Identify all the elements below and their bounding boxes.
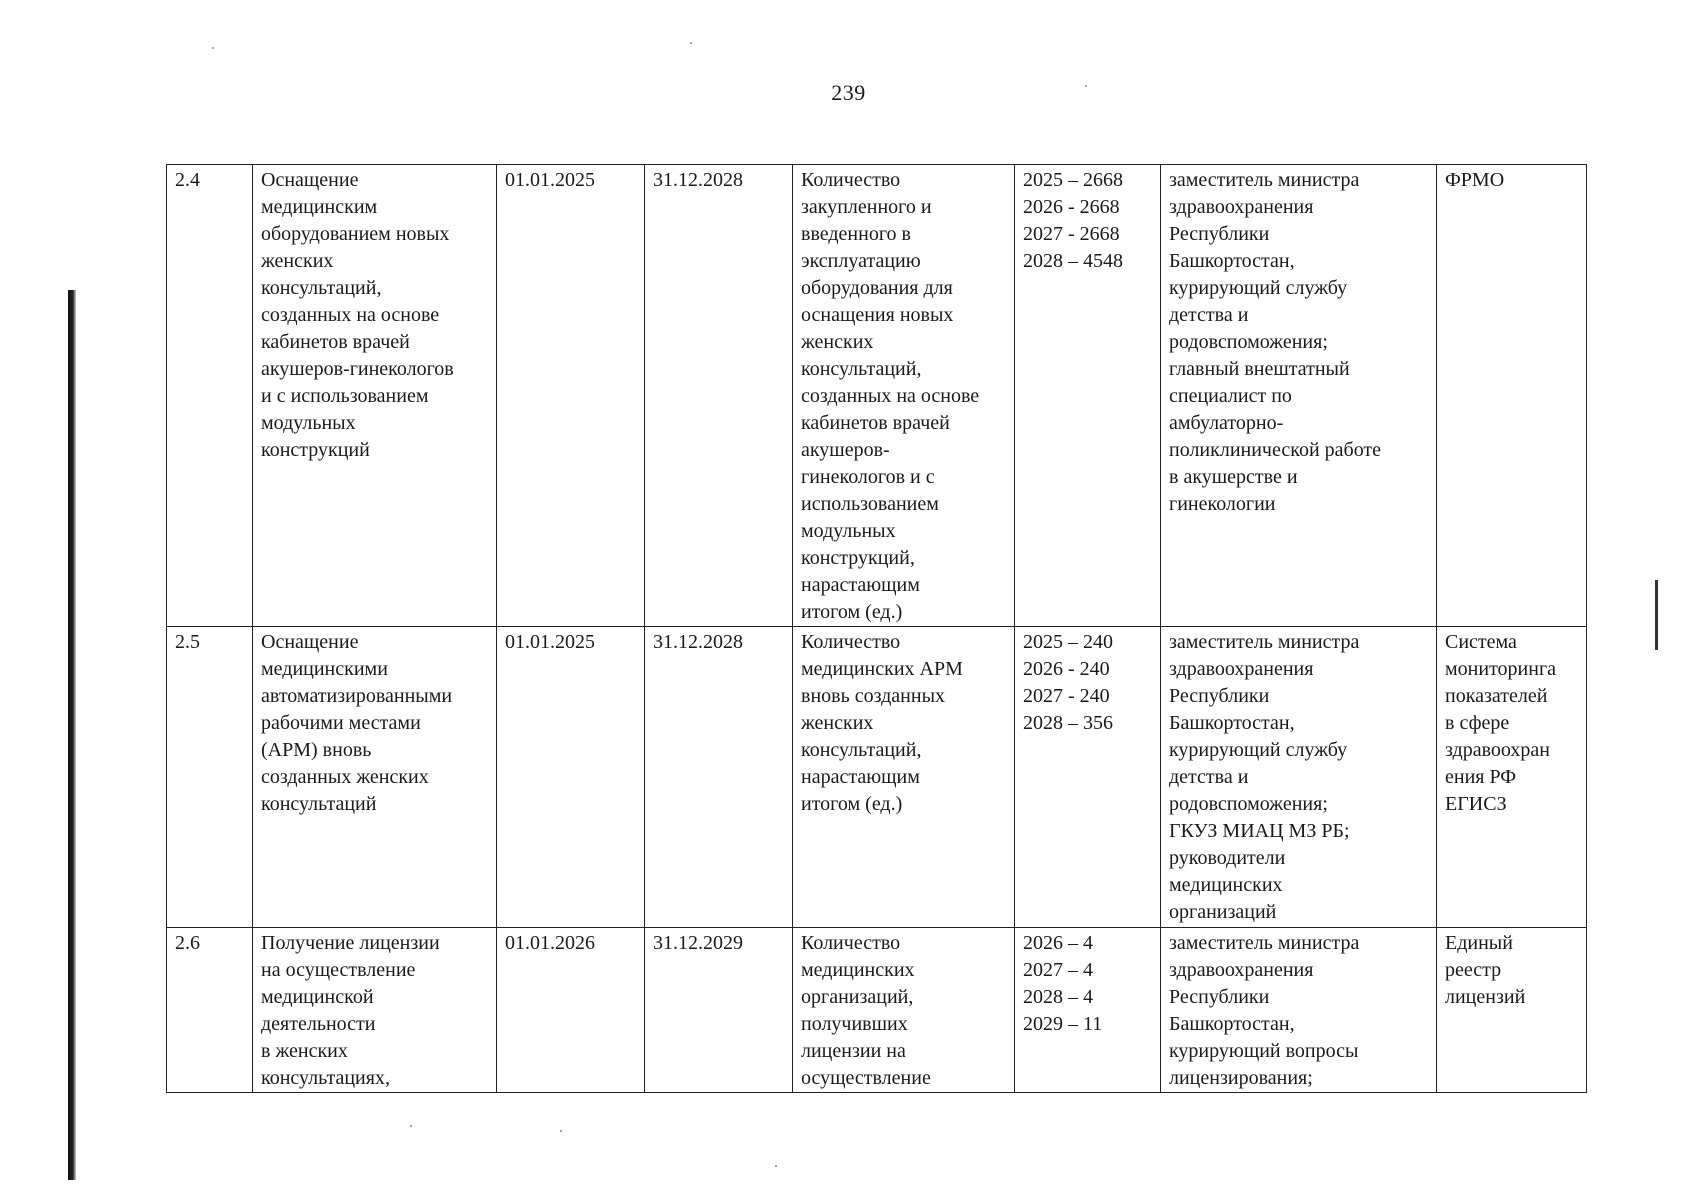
row-number-cell: 2.4: [167, 165, 253, 627]
table-row: [167, 165, 1587, 627]
measure-name-cell: Получение лицензии на осуществление медицинской деятельности в женских консультациях,: [253, 928, 497, 1093]
start-date-cell: 01.01.2026: [497, 928, 645, 1093]
scan-speck: [560, 1130, 562, 1132]
scan-speck: [212, 47, 214, 49]
data-source-cell: Система мониторинга показателей в сфере здравоохран ения РФ ЕГИСЗ: [1437, 627, 1587, 928]
measure-name-cell: Оснащение медицинским оборудованием новых женских консультаций, созданных на основе кабинетов врачей акушеров-гинекологов и с использованием модульных конструкций: [253, 165, 497, 627]
scan-mark-right: [1655, 580, 1658, 650]
start-date-cell: 01.01.2025: [497, 627, 645, 928]
scan-shadow-left: [68, 290, 76, 1180]
end-date-cell: 31.12.2028: [645, 627, 793, 928]
target-values-cell: 2026 – 4 2027 – 4 2028 – 4 2029 – 11: [1015, 928, 1161, 1093]
data-source-cell: ФРМО: [1437, 165, 1587, 627]
data-source-cell: Единый реестр лицензий: [1437, 928, 1587, 1093]
responsible-cell: заместитель министра здравоохранения Республики Башкортостан, курирующий службу детства и родовспоможения; главный внештатный специалист по амбулаторно- поликлинической работе в акушерстве и гинекологии: [1161, 165, 1437, 627]
table-row: [167, 928, 1587, 1093]
page-number: 239: [831, 80, 866, 105]
responsible-cell: заместитель министра здравоохранения Республики Башкортостан, курирующий службу детства и родовспоможения; ГКУЗ МИАЦ МЗ РБ; руководители медицинских организаций: [1161, 627, 1437, 928]
measure-name-cell: Оснащение медицинскими автоматизированными рабочими местами (АРМ) вновь созданных женских консультаций: [253, 627, 497, 928]
target-values-cell: 2025 – 2668 2026 - 2668 2027 - 2668 2028 – 4548: [1015, 165, 1161, 627]
scan-speck: [690, 42, 692, 44]
target-values-cell: 2025 – 240 2026 - 240 2027 - 240 2028 – 356: [1015, 627, 1161, 928]
start-date-cell: 01.01.2025: [497, 165, 645, 627]
row-number-cell: 2.5: [167, 627, 253, 928]
table-row: [167, 627, 1587, 928]
row-number-cell: 2.6: [167, 928, 253, 1093]
scan-speck: [775, 1165, 777, 1167]
measures-table: [166, 164, 1587, 1093]
end-date-cell: 31.12.2028: [645, 165, 793, 627]
indicator-cell: Количество закупленного и введенного в эксплуатацию оборудования для оснащения новых женских консультаций, созданных на основе кабинетов врачей акушеров- гинекологов и с использованием модульных конструкций, нарастающим итогом (ед.): [793, 165, 1015, 627]
responsible-cell: заместитель министра здравоохранения Республики Башкортостан, курирующий вопросы лицензирования;: [1161, 928, 1437, 1093]
indicator-cell: Количество медицинских АРМ вновь созданных женских консультаций, нарастающим итогом (ед.): [793, 627, 1015, 928]
scan-speck: [410, 1125, 412, 1127]
end-date-cell: 31.12.2029: [645, 928, 793, 1093]
indicator-cell: Количество медицинских организаций, получивших лицензии на осуществление: [793, 928, 1015, 1093]
